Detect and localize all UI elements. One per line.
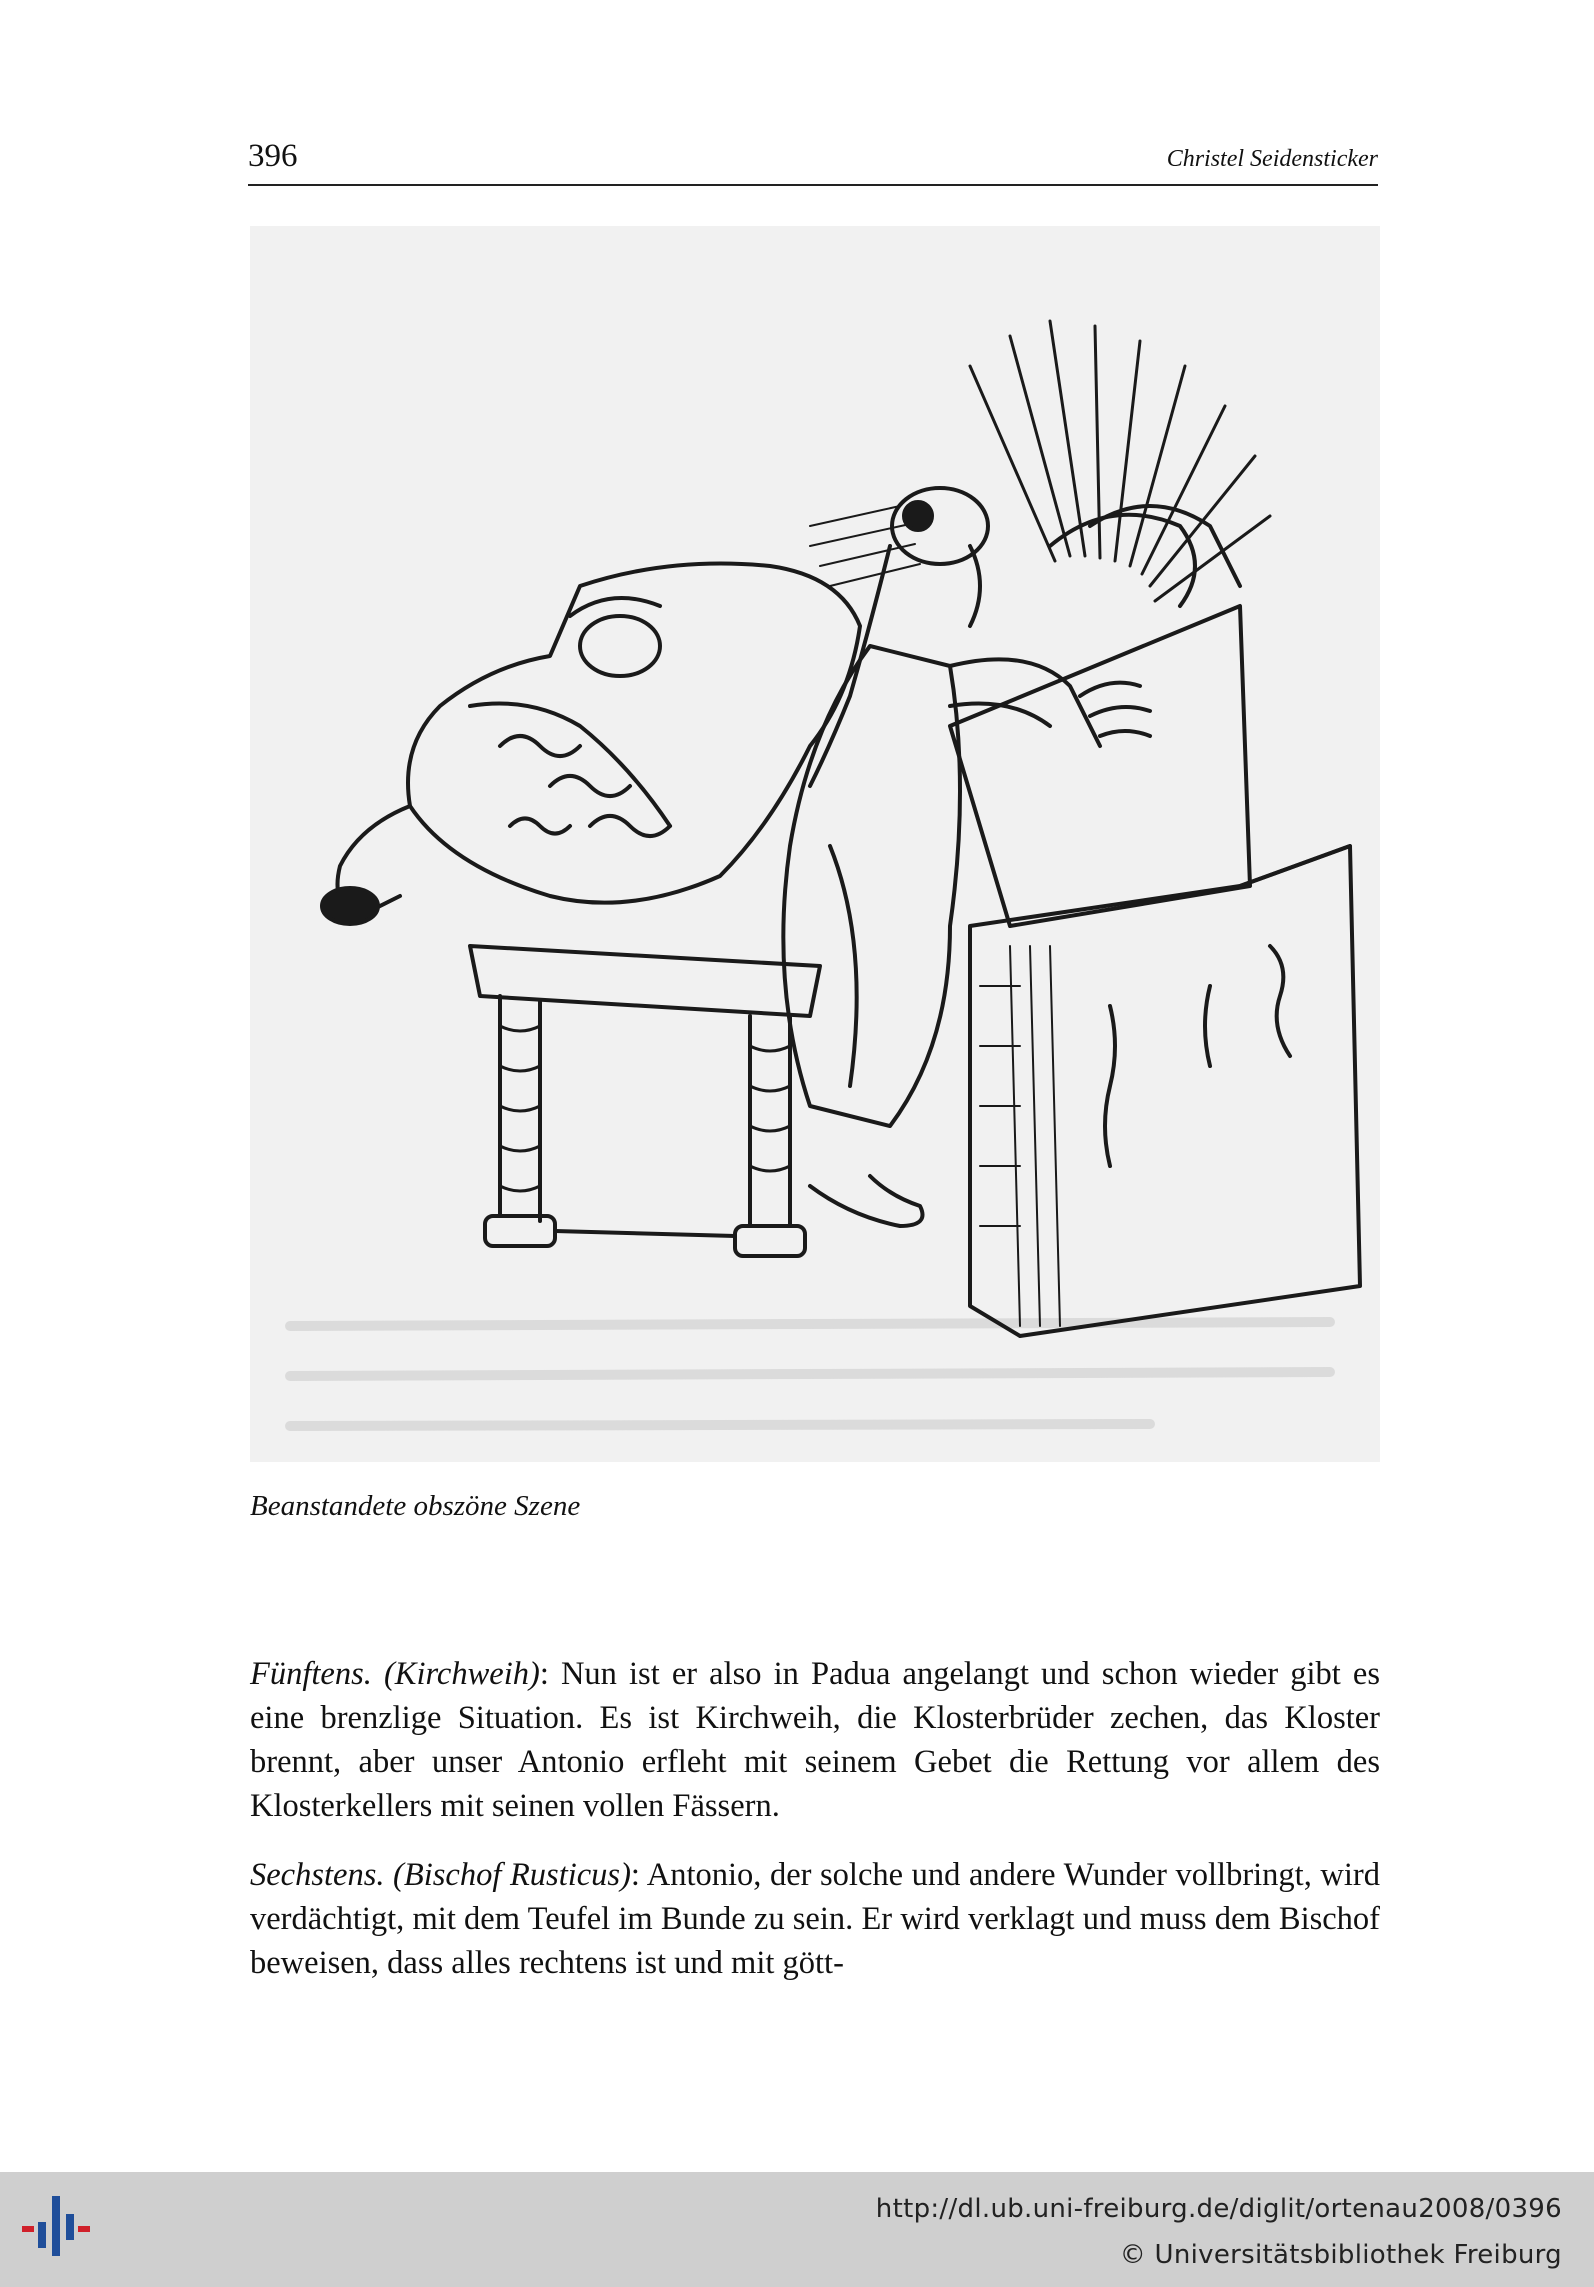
figure-caption: Beanstandete obszöne Szene xyxy=(250,1490,581,1522)
copyright-notice: © Universitätsbibliothek Freiburg xyxy=(1119,2240,1562,2270)
source-url-link[interactable]: http://dl.ub.uni-freiburg.de/diglit/ortenau2008/0396 xyxy=(875,2194,1562,2224)
running-head-author: Christel Seidensticker xyxy=(1166,146,1378,172)
footer-bar xyxy=(0,2172,1594,2287)
paragraph-lead: Fünftens. (Kirchweih) xyxy=(250,1656,540,1692)
page-number: 396 xyxy=(248,138,298,174)
paragraph-sechstens xyxy=(250,1853,1380,1985)
paragraph-text: : Nun ist er also in Padua angelangt und schon wieder gibt es eine brenzlige Situation. Es ist Kirchweih, die Klosterbrüder zechen, das Kloster brennt, aber unser Antonio erfleht mit seinem Gebet die Rettung vor allem des Klosterkellers mit seinen vollen Fässern. xyxy=(250,1656,1380,1824)
page-header xyxy=(248,136,1378,186)
paragraph-fuenftens xyxy=(250,1652,1380,1828)
illustration-drawing xyxy=(250,226,1380,1462)
library-logo-icon xyxy=(18,2192,98,2272)
illustration xyxy=(250,226,1380,1462)
paragraph-text: : Antonio, der solche und andere Wunder vollbringt, wird verdächtigt, mit dem Teufel im Bunde zu sein. Er wird verklagt und muss dem Bischof beweisen, dass alles rechtens ist und mit gött- xyxy=(250,1857,1380,1981)
paragraph-lead: Sechstens. (Bischof Rusticus) xyxy=(250,1857,631,1893)
